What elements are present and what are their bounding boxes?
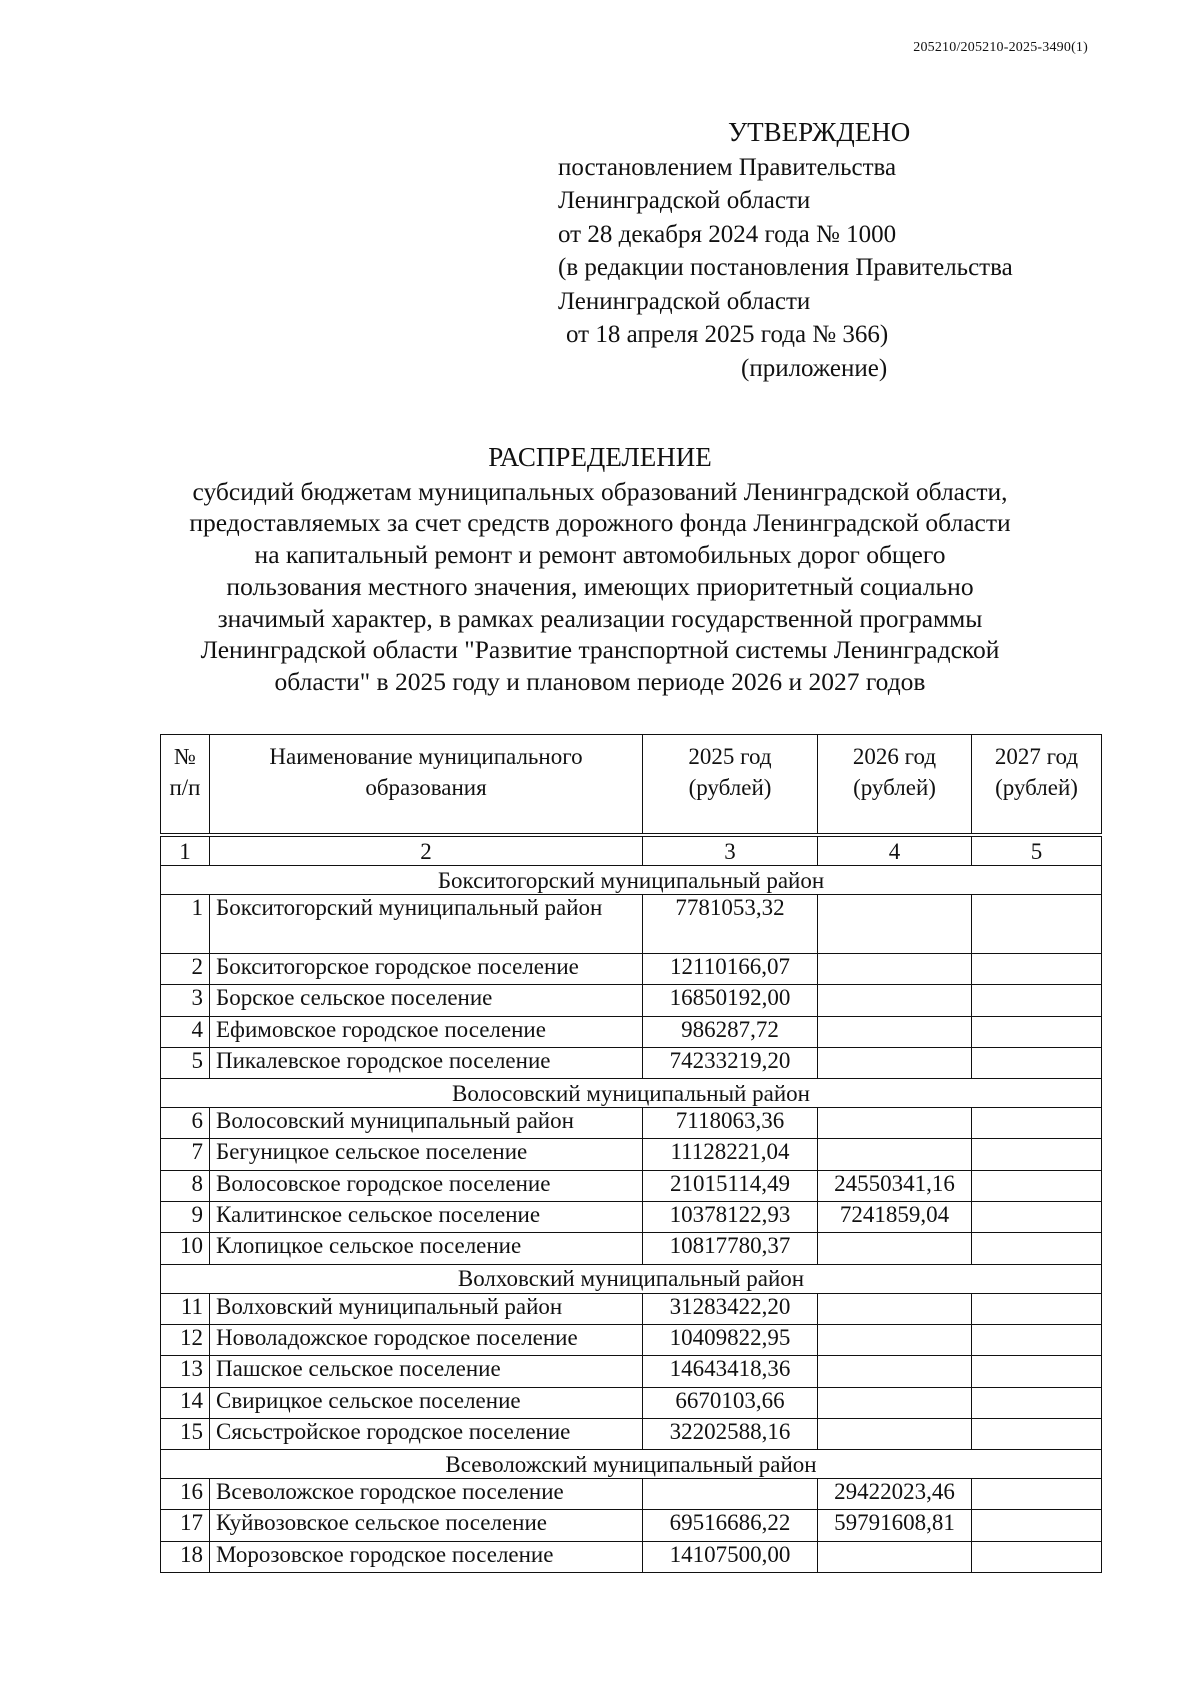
amount-2026: 7241859,04 bbox=[818, 1202, 972, 1233]
row-number: 2 bbox=[161, 954, 210, 985]
document-id: 205210/205210-2025-3490(1) bbox=[913, 40, 1088, 55]
row-number: 18 bbox=[161, 1541, 210, 1572]
table-row bbox=[161, 1479, 1102, 1510]
amount-2027 bbox=[972, 1233, 1102, 1264]
table-row bbox=[161, 985, 1102, 1016]
heading-line: на капитальный ремонт и ремонт автомобильных дорог общего bbox=[254, 540, 946, 570]
district-name: Волховский муниципальный район bbox=[161, 1264, 1102, 1293]
header-2026: 2026 год (рублей) bbox=[818, 735, 972, 834]
amount-2025: 7118063,36 bbox=[643, 1108, 818, 1139]
amount-2027 bbox=[972, 1387, 1102, 1418]
table-row bbox=[161, 1356, 1102, 1387]
approval-block bbox=[558, 116, 1098, 385]
district-name: Волосовский муниципальный район bbox=[161, 1079, 1102, 1108]
municipality-name: Волховский муниципальный район bbox=[210, 1293, 643, 1324]
column-number: 4 bbox=[818, 837, 972, 866]
amount-2027 bbox=[972, 1016, 1102, 1047]
amount-2025: 69516686,22 bbox=[643, 1510, 818, 1541]
approval-line: постановлением Правительства bbox=[558, 153, 897, 181]
column-number: 5 bbox=[972, 837, 1102, 866]
municipality-name: Борское сельское поселение bbox=[210, 985, 643, 1016]
column-number: 1 bbox=[161, 837, 210, 866]
heading-line: Ленинградской области "Развитие транспортной системы Ленинградской bbox=[200, 635, 1000, 665]
amount-2025: 7781053,32 bbox=[643, 895, 818, 954]
amount-2025: 10409822,95 bbox=[643, 1324, 818, 1355]
row-number: 4 bbox=[161, 1016, 210, 1047]
municipality-name: Бокситогорский муниципальный район bbox=[210, 895, 643, 954]
table-row bbox=[161, 1016, 1102, 1047]
amount-2026 bbox=[818, 1356, 972, 1387]
row-number: 11 bbox=[161, 1293, 210, 1324]
amount-2025: 10378122,93 bbox=[643, 1202, 818, 1233]
amount-2025: 11128221,04 bbox=[643, 1139, 818, 1170]
amount-2026: 59791608,81 bbox=[818, 1510, 972, 1541]
table-row bbox=[161, 1047, 1102, 1078]
amount-2025: 74233219,20 bbox=[643, 1047, 818, 1078]
amount-2025: 21015114,49 bbox=[643, 1170, 818, 1201]
approval-line: Ленинградской области bbox=[558, 187, 811, 214]
row-number: 7 bbox=[161, 1139, 210, 1170]
amount-2027 bbox=[972, 1479, 1102, 1510]
municipality-name: Морозовское городское поселение bbox=[210, 1541, 643, 1572]
amount-2027 bbox=[972, 1202, 1102, 1233]
amount-2025: 6670103,66 bbox=[643, 1387, 818, 1418]
header-2027: 2027 год (рублей) bbox=[972, 735, 1102, 834]
amount-2025: 14107500,00 bbox=[643, 1541, 818, 1572]
document-heading bbox=[100, 442, 1100, 698]
municipality-name: Бокситогорское городское поселение bbox=[210, 954, 643, 985]
municipality-name: Сясьстройское городское поселение bbox=[210, 1418, 643, 1449]
header-name: Наименование муниципального образования bbox=[210, 735, 643, 834]
amount-2026 bbox=[818, 1233, 972, 1264]
amount-2025: 10817780,37 bbox=[643, 1233, 818, 1264]
table-row bbox=[161, 1170, 1102, 1201]
amount-2026 bbox=[818, 1293, 972, 1324]
row-number: 10 bbox=[161, 1233, 210, 1264]
municipality-name: Волосовское городское поселение bbox=[210, 1170, 643, 1201]
amount-2026 bbox=[818, 1541, 972, 1572]
table-row bbox=[161, 895, 1102, 954]
amount-2027 bbox=[972, 954, 1102, 985]
table-row bbox=[161, 1510, 1102, 1541]
district-row bbox=[161, 1079, 1102, 1108]
amount-2026 bbox=[818, 1108, 972, 1139]
municipality-name: Новоладожское городское поселение bbox=[210, 1324, 643, 1355]
amount-2026 bbox=[818, 1047, 972, 1078]
amount-2026 bbox=[818, 954, 972, 985]
district-name: Всеволожский муниципальный район bbox=[161, 1450, 1102, 1479]
municipality-name: Пикалевское городское поселение bbox=[210, 1047, 643, 1078]
column-number-row bbox=[161, 837, 1102, 866]
table-row bbox=[161, 1108, 1102, 1139]
amount-2027 bbox=[972, 895, 1102, 954]
table-row bbox=[161, 1233, 1102, 1264]
heading-line: области" в 2025 году и плановом периоде 2026 и 2027 годов bbox=[274, 666, 926, 696]
amount-2027 bbox=[972, 985, 1102, 1016]
municipality-name: Пашское сельское поселение bbox=[210, 1356, 643, 1387]
table-row bbox=[161, 1418, 1102, 1449]
amount-2026 bbox=[818, 1324, 972, 1355]
amount-2026 bbox=[818, 1139, 972, 1170]
amount-2025: 14643418,36 bbox=[643, 1356, 818, 1387]
row-number: 15 bbox=[161, 1418, 210, 1449]
municipality-name: Клопицкое сельское поселение bbox=[210, 1233, 643, 1264]
approval-line: от 18 апреля 2025 года № 366) bbox=[566, 321, 889, 348]
heading-line: пользования местного значения, имеющих приоритетный социально bbox=[226, 571, 974, 601]
municipality-name: Ефимовское городское поселение bbox=[210, 1016, 643, 1047]
approval-line: от 28 декабря 2024 года № 1000 bbox=[558, 220, 897, 248]
row-number: 12 bbox=[161, 1324, 210, 1355]
row-number: 17 bbox=[161, 1510, 210, 1541]
table-row bbox=[161, 1387, 1102, 1418]
column-number: 2 bbox=[210, 837, 643, 866]
district-name: Бокситогорский муниципальный район bbox=[161, 866, 1102, 895]
heading-line: значимый характер, в рамках реализации государственной программы bbox=[217, 603, 983, 633]
header-no: № п/п bbox=[161, 735, 210, 834]
table-row bbox=[161, 1202, 1102, 1233]
municipality-name: Свирицкое сельское поселение bbox=[210, 1387, 643, 1418]
amount-2027 bbox=[972, 1170, 1102, 1201]
amount-2026: 29422023,46 bbox=[818, 1479, 972, 1510]
table-row bbox=[161, 1541, 1102, 1572]
amount-2026 bbox=[818, 985, 972, 1016]
table-row bbox=[161, 1324, 1102, 1355]
amount-2026 bbox=[818, 1016, 972, 1047]
distribution-table bbox=[160, 734, 1102, 1573]
municipality-name: Бегуницкое сельское поселение bbox=[210, 1139, 643, 1170]
amount-2025: 32202588,16 bbox=[643, 1418, 818, 1449]
amount-2026 bbox=[818, 1418, 972, 1449]
amount-2027 bbox=[972, 1324, 1102, 1355]
table-body bbox=[161, 834, 1102, 1573]
district-row bbox=[161, 1450, 1102, 1479]
row-number: 9 bbox=[161, 1202, 210, 1233]
municipality-name: Калитинское сельское поселение bbox=[210, 1202, 643, 1233]
amount-2027 bbox=[972, 1510, 1102, 1541]
amount-2027 bbox=[972, 1047, 1102, 1078]
row-number: 14 bbox=[161, 1387, 210, 1418]
district-row bbox=[161, 1264, 1102, 1293]
approval-line: Ленинградской области bbox=[558, 287, 811, 315]
row-number: 6 bbox=[161, 1108, 210, 1139]
table-row bbox=[161, 1139, 1102, 1170]
district-row bbox=[161, 866, 1102, 895]
amount-2025: 986287,72 bbox=[643, 1016, 818, 1047]
approval-line: (приложение) bbox=[741, 354, 888, 382]
amount-2027 bbox=[972, 1293, 1102, 1324]
amount-2025: 12110166,07 bbox=[643, 954, 818, 985]
amount-2026: 24550341,16 bbox=[818, 1170, 972, 1201]
amount-2026 bbox=[818, 895, 972, 954]
amount-2027 bbox=[972, 1139, 1102, 1170]
row-number: 1 bbox=[161, 895, 210, 954]
row-number: 16 bbox=[161, 1479, 210, 1510]
row-number: 8 bbox=[161, 1170, 210, 1201]
row-number: 3 bbox=[161, 985, 210, 1016]
amount-2025: 31283422,20 bbox=[643, 1293, 818, 1324]
heading-title: РАСПРЕДЕЛЕНИЕ bbox=[488, 442, 712, 472]
row-number: 5 bbox=[161, 1047, 210, 1078]
municipality-name: Всеволожское городское поселение bbox=[210, 1479, 643, 1510]
column-number: 3 bbox=[643, 837, 818, 866]
table-row bbox=[161, 954, 1102, 985]
amount-2025 bbox=[643, 1479, 818, 1510]
amount-2027 bbox=[972, 1418, 1102, 1449]
header-row bbox=[161, 735, 1102, 834]
amount-2027 bbox=[972, 1541, 1102, 1572]
heading-line: субсидий бюджетам муниципальных образований Ленинградской области, bbox=[192, 476, 1008, 506]
municipality-name: Куйвозовское сельское поселение bbox=[210, 1510, 643, 1541]
table-row bbox=[161, 1293, 1102, 1324]
row-number: 13 bbox=[161, 1356, 210, 1387]
amount-2025: 16850192,00 bbox=[643, 985, 818, 1016]
approval-title: УТВЕРЖДЕНО bbox=[728, 117, 911, 147]
amount-2027 bbox=[972, 1356, 1102, 1387]
municipality-name: Волосовский муниципальный район bbox=[210, 1108, 643, 1139]
amount-2027 bbox=[972, 1108, 1102, 1139]
approval-line: (в редакции постановления Правительства bbox=[558, 254, 1013, 281]
header-2025: 2025 год (рублей) bbox=[643, 735, 818, 834]
amount-2026 bbox=[818, 1387, 972, 1418]
heading-line: предоставляемых за счет средств дорожного фонда Ленинградской области bbox=[189, 508, 1011, 538]
